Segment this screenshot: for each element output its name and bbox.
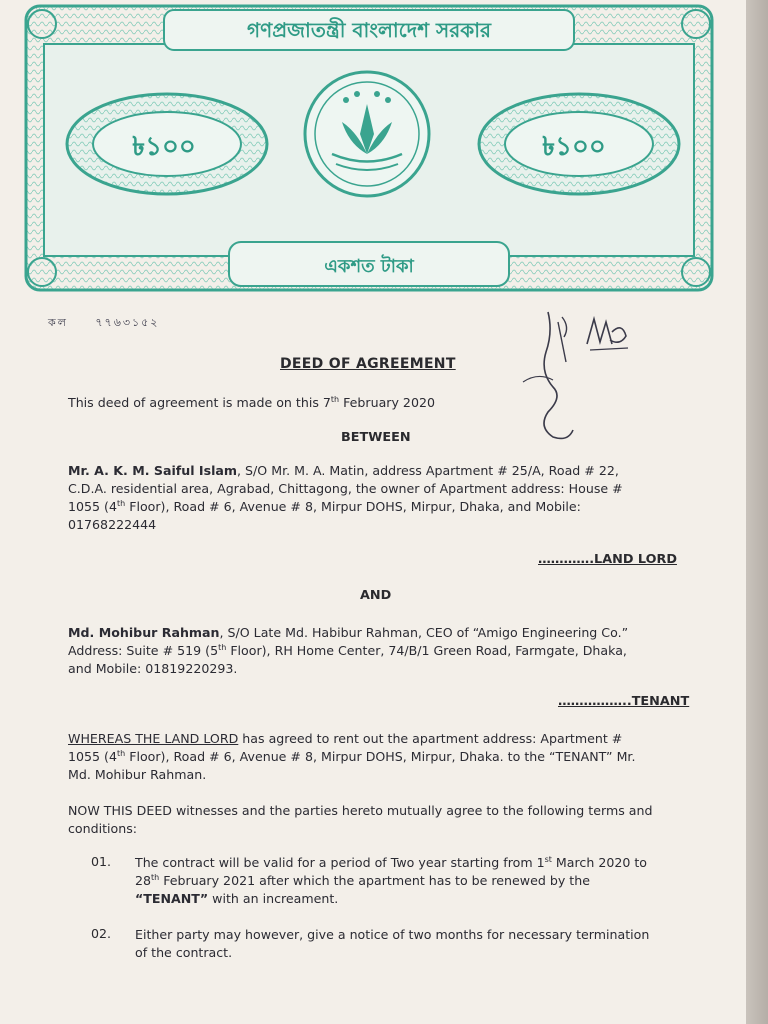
whereas-line2-sup: th bbox=[116, 748, 126, 758]
whereas-lead: WHEREAS THE LAND LORD bbox=[68, 731, 239, 746]
party2-name: Md. Mohibur Rahman bbox=[68, 625, 220, 640]
stamp-paper-header bbox=[24, 4, 714, 292]
party1-line2: C.D.A. residential area, Agrabad, Chittagong, the owner of Apartment address: House # bbox=[68, 481, 623, 496]
now-line2: conditions: bbox=[68, 821, 138, 836]
party2-line2b: Floor), RH Home Center, 74/B/1 Green Road, Farmgate, Dhaka, bbox=[226, 643, 627, 658]
item1-line3: with an increament. bbox=[208, 891, 339, 906]
stamp-footer-text: একশত টাকা bbox=[324, 256, 414, 277]
stamp-denomination-right: ৳১০০ bbox=[542, 132, 606, 162]
signature-landlord bbox=[518, 302, 588, 452]
party1-line1: , S/O Mr. M. A. Matin, address Apartment # 25/A, Road # 22, bbox=[237, 463, 619, 478]
between-heading: BETWEEN bbox=[341, 430, 411, 445]
item-1-text bbox=[135, 854, 687, 908]
party1-paragraph bbox=[68, 462, 686, 534]
party2-line2-sup: th bbox=[218, 642, 227, 652]
party2-line1: , S/O Late Md. Habibur Rahman, CEO of “Amigo Engineering Co.” bbox=[219, 625, 629, 640]
intro-sup: th bbox=[330, 394, 340, 404]
stamp-serial bbox=[48, 314, 159, 333]
item1-line2a: 28 bbox=[135, 873, 152, 888]
item1-line2-sup: th bbox=[151, 872, 160, 882]
item-2-text bbox=[135, 926, 687, 962]
item2-line2: of the contract. bbox=[135, 945, 233, 960]
stamp-header-text: গণপ্রজাতন্ত্রী বাংলাদেশ সরকার bbox=[247, 18, 491, 42]
party1-line3-sup: th bbox=[116, 498, 126, 508]
party2-paragraph bbox=[68, 624, 686, 678]
tenant-label: ……………..TENANT bbox=[558, 694, 690, 709]
serial-label: কল bbox=[48, 316, 68, 329]
party1-line3b: Floor), Road # 6, Avenue # 8, Mirpur DOHS, Mirpur, Dhaka, and Mobile: bbox=[125, 499, 581, 514]
item-number-1: 01. bbox=[91, 854, 112, 869]
now-line1: NOW THIS DEED witnesses and the parties hereto mutually agree to the following terms and bbox=[68, 803, 653, 818]
whereas-line1: has agreed to rent out the apartment address: Apartment # bbox=[238, 731, 623, 746]
item1-line1a: The contract will be valid for a period of Two year starting from 1 bbox=[135, 855, 545, 870]
page-edge-shadow bbox=[746, 0, 768, 1024]
party2-mobile: and Mobile: 01819220293. bbox=[68, 661, 238, 676]
item1-line1-sup: st bbox=[544, 854, 552, 864]
intro-line bbox=[68, 394, 435, 412]
item1-tenant-bold: “TENANT” bbox=[135, 891, 209, 906]
signature-tenant bbox=[582, 314, 632, 354]
item-number-2: 02. bbox=[91, 926, 112, 941]
item1-line2b: February 2021 after which the apartment has to be renewed by the bbox=[159, 873, 590, 888]
serial-number: ৭৭৬৩১৫২ bbox=[95, 316, 160, 329]
whereas-line2a: 1055 (4 bbox=[68, 749, 117, 764]
now-paragraph bbox=[68, 802, 686, 838]
document-title: DEED OF AGREEMENT bbox=[280, 356, 456, 372]
landlord-label: ………….LAND LORD bbox=[538, 552, 677, 567]
intro-date: February 2020 bbox=[339, 395, 435, 410]
stamp-denomination-left: ৳১০০ bbox=[132, 132, 196, 162]
party1-mobile: 01768222444 bbox=[68, 517, 157, 532]
and-heading: AND bbox=[360, 588, 392, 603]
whereas-line2b: Floor), Road # 6, Avenue # 8, Mirpur DOHS, Mirpur, Dhaka. to the “TENANT” Mr. bbox=[125, 749, 636, 764]
item1-line1b: March 2020 to bbox=[551, 855, 648, 870]
whereas-line3: Md. Mohibur Rahman. bbox=[68, 767, 207, 782]
whereas-paragraph bbox=[68, 730, 686, 784]
party2-line2a: Address: Suite # 519 (5 bbox=[68, 643, 219, 658]
intro-text: This deed of agreement is made on this 7 bbox=[68, 395, 331, 410]
party1-line3a: 1055 (4 bbox=[68, 499, 117, 514]
party1-name: Mr. A. K. M. Saiful Islam bbox=[68, 463, 238, 478]
item2-line1: Either party may however, give a notice of two months for necessary termination bbox=[135, 927, 650, 942]
